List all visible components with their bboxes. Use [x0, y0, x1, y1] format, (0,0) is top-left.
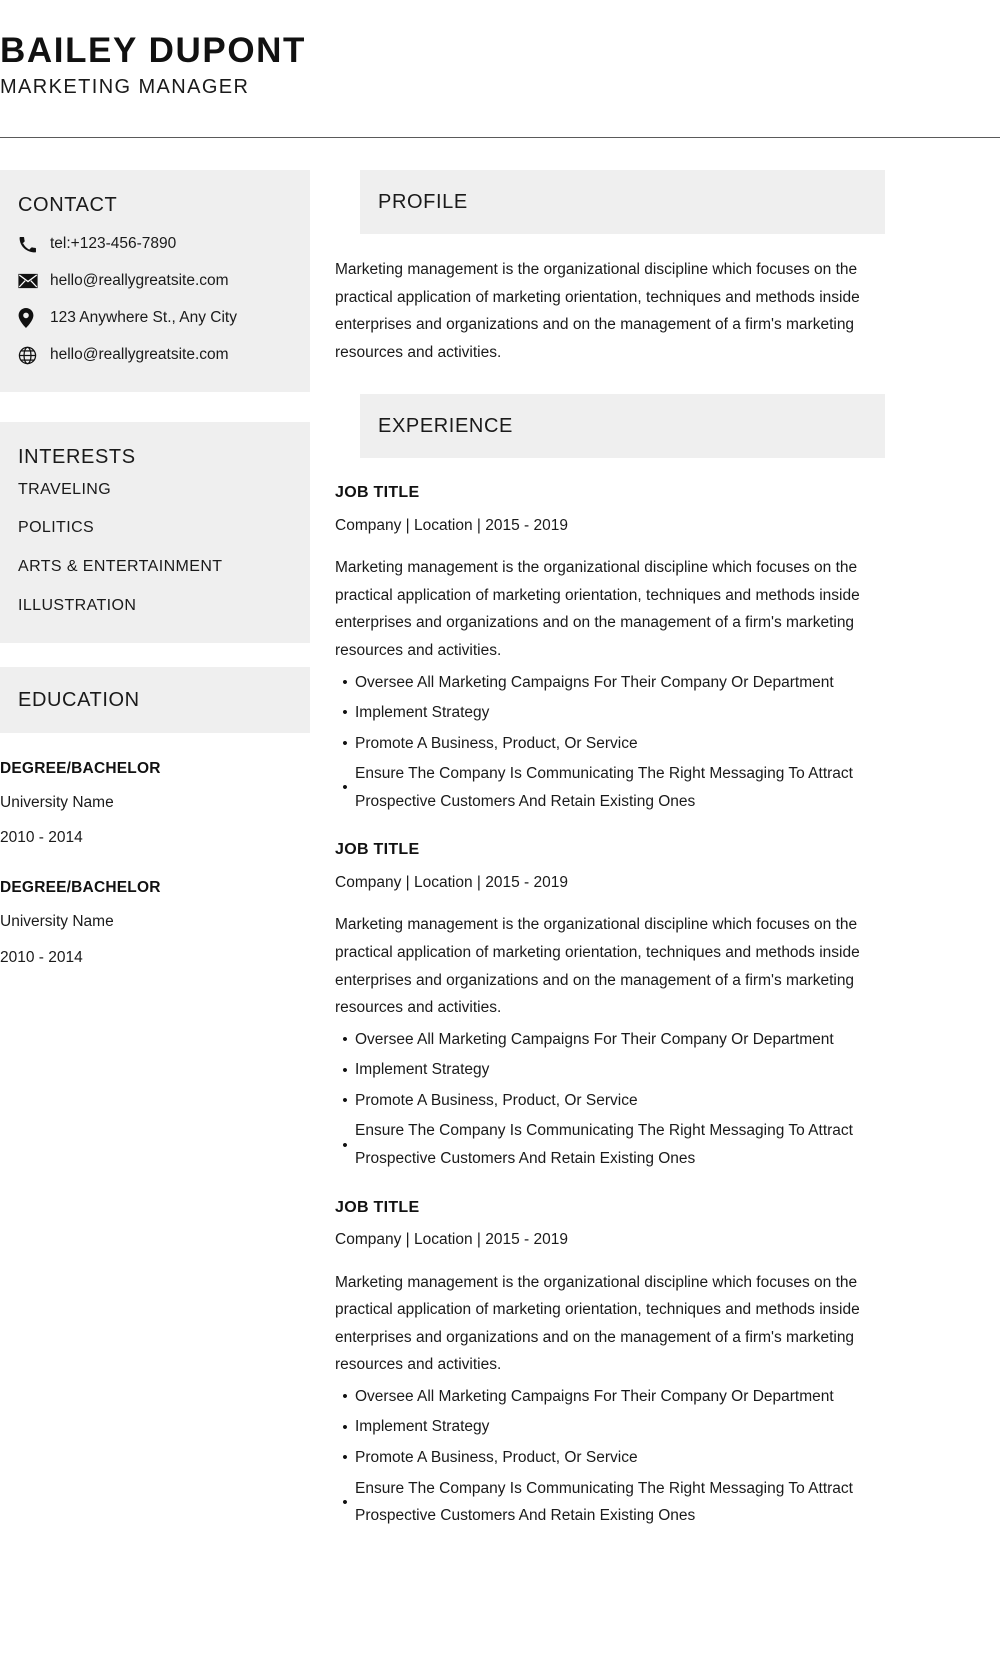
job-bullet-item — [335, 1413, 880, 1441]
contact-section — [0, 170, 310, 392]
sidebar — [0, 170, 310, 998]
bullet-point-icon: • — [342, 1493, 348, 1511]
job-bullet-item — [335, 669, 880, 697]
job-bullet-text: Promote A Business, Product, Or Service — [355, 1091, 638, 1109]
bullet-point-icon: • — [342, 735, 348, 752]
job-bullet-text: Implement Strategy — [355, 704, 490, 722]
bullet-point-icon: • — [342, 1388, 348, 1406]
job-title: JOB TITLE — [335, 1198, 420, 1216]
job-bullet-item — [335, 1383, 880, 1411]
bullet-point-icon: • — [342, 779, 348, 797]
job-bullet-item — [335, 1117, 880, 1172]
contact-item-address[interactable] — [18, 308, 310, 329]
job-bullet-item — [335, 1056, 880, 1084]
experience-section-header — [360, 394, 885, 458]
contact-item-website[interactable] — [18, 345, 310, 366]
resume-header — [0, 0, 1000, 101]
job-bullet-item — [335, 1444, 880, 1472]
interests-section — [0, 422, 310, 643]
job-bullet-text: Promote A Business, Product, Or Service — [355, 734, 638, 752]
education-entry — [0, 878, 310, 967]
profile-section-header — [360, 170, 885, 234]
job-bullet-item — [335, 1026, 880, 1054]
bullet-point-icon: • — [342, 1030, 348, 1048]
contact-list — [18, 234, 310, 366]
job-bullet-list — [335, 1026, 880, 1173]
profile-section-title: PROFILE — [378, 191, 468, 213]
job-role-subtitle: MARKETING MANAGER — [0, 76, 250, 99]
job-title: JOB TITLE — [335, 841, 420, 859]
contact-item-email[interactable] — [18, 271, 310, 292]
bullet-point-icon: • — [342, 1449, 348, 1467]
education-school: University Name — [0, 794, 114, 812]
education-entry — [0, 759, 310, 848]
interests-section-title: INTERESTS — [18, 445, 136, 468]
job-description: Marketing management is the organizational discipline which focuses on the practical application of marketing orientation, techniques and methods inside enterprises and organizations and on the management of a firm's marketing resources and activities. — [335, 1273, 860, 1374]
header-divider — [0, 137, 1000, 138]
map-pin-icon — [18, 308, 46, 328]
job-bullet-text: Oversee All Marketing Campaigns For Their Company Or Department — [355, 673, 834, 691]
job-bullet-text: Oversee All Marketing Campaigns For Their Company Or Department — [355, 1030, 834, 1048]
contact-section-title: CONTACT — [18, 194, 118, 216]
job-bullet-item — [335, 1087, 880, 1115]
job-bullet-text: Implement Strategy — [355, 1418, 490, 1436]
envelope-icon — [18, 273, 46, 289]
job-meta: Company | Location | 2015 - 2019 — [335, 517, 568, 535]
experience-entry — [335, 1198, 895, 1530]
job-bullet-item — [335, 760, 880, 815]
job-bullet-item — [335, 1475, 880, 1530]
job-description: Marketing management is the organizational discipline which focuses on the practical application of marketing orientation, techniques and methods inside enterprises and organizations and on the management of a firm's marketing resources and activities. — [335, 916, 860, 1017]
job-bullet-text: Ensure The Company Is Communicating The Right Messaging To Attract Prospective Customers And Retain Existing Ones — [355, 765, 853, 810]
interest-item: ILLUSTRATION — [18, 597, 137, 615]
interest-item: ARTS & ENTERTAINMENT — [18, 558, 223, 576]
interest-item: TRAVELING — [18, 480, 112, 498]
job-bullet-text: Implement Strategy — [355, 1061, 490, 1079]
education-school: University Name — [0, 913, 114, 931]
contact-address-value: 123 Anywhere St., Any City — [50, 308, 237, 326]
job-description: Marketing management is the organizational discipline which focuses on the practical application of marketing orientation, techniques and methods inside enterprises and organizations and on the management of a firm's marketing resources and activities. — [335, 559, 860, 659]
job-bullet-text: Oversee All Marketing Campaigns For Their Company Or Department — [355, 1387, 834, 1405]
education-years: 2010 - 2014 — [0, 948, 83, 966]
bullet-point-icon: • — [342, 1061, 348, 1079]
experience-entry — [335, 483, 895, 815]
education-section-title: EDUCATION — [18, 688, 140, 711]
experience-entry — [335, 840, 895, 1172]
globe-icon — [18, 346, 46, 365]
education-section-header — [0, 667, 310, 733]
education-degree: DEGREE/BACHELOR — [0, 879, 161, 897]
bullet-point-icon: • — [342, 1092, 348, 1110]
bullet-point-icon: • — [342, 704, 348, 722]
job-bullet-text: Ensure The Company Is Communicating The Right Messaging To Attract Prospective Customers And Retain Existing Ones — [355, 1122, 853, 1168]
bullet-point-icon: • — [342, 1418, 348, 1436]
contact-email-value: hello@reallygreatsite.com — [50, 271, 229, 289]
job-bullet-text: Ensure The Company Is Communicating The Right Messaging To Attract Prospective Customers And Retain Existing Ones — [355, 1479, 853, 1525]
job-bullet-list — [335, 669, 880, 816]
phone-icon — [18, 235, 46, 254]
contact-phone-value: tel:+123-456-7890 — [50, 235, 177, 252]
job-bullet-item — [335, 730, 880, 758]
education-list — [0, 759, 310, 968]
education-degree: DEGREE/BACHELOR — [0, 759, 161, 777]
education-years: 2010 - 2014 — [0, 829, 83, 847]
sidebar-gap — [0, 392, 310, 422]
page-title: BAILEY DUPONT — [0, 31, 307, 70]
job-meta: Company | Location | 2015 - 2019 — [335, 1231, 568, 1249]
job-title: JOB TITLE — [335, 484, 420, 502]
main-content — [335, 170, 895, 1530]
experience-section-title: EXPERIENCE — [378, 415, 513, 438]
job-bullet-list — [335, 1383, 880, 1530]
contact-item-phone[interactable] — [18, 234, 310, 255]
profile-text: Marketing management is the organizational discipline which focuses on the practical application of marketing orientation, techniques and methods inside enterprises and organizations and on the management of a firm's marketing resources and activities. — [335, 261, 860, 361]
bullet-point-icon: • — [342, 673, 348, 691]
job-bullet-item — [335, 699, 880, 727]
bullet-point-icon: • — [342, 1136, 348, 1154]
job-meta: Company | Location | 2015 - 2019 — [335, 874, 568, 892]
job-bullet-text: Promote A Business, Product, Or Service — [355, 1449, 638, 1466]
interest-item: POLITICS — [18, 519, 95, 537]
contact-website-value: hello@reallygreatsite.com — [50, 345, 229, 363]
